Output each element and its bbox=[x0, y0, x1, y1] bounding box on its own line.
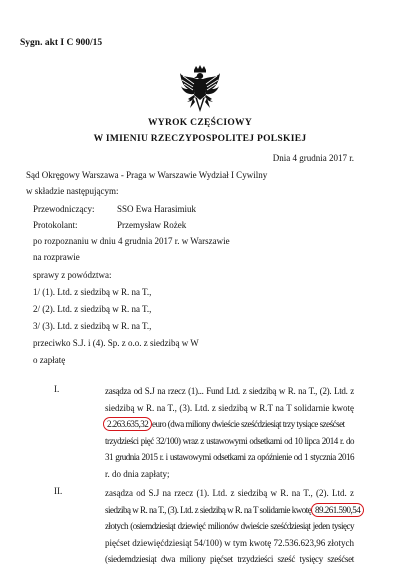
party-line: 3/ (3). Ltd. z siedzibą w R. na T., bbox=[33, 321, 152, 331]
clerk-label: Protokolant: bbox=[33, 220, 78, 230]
claim-line: sprawy z powództwa: bbox=[33, 270, 112, 280]
polish-eagle-emblem-icon bbox=[179, 64, 221, 114]
subject-line: o zapłatę bbox=[33, 355, 66, 365]
document-date: Dnia 4 grudnia 2017 r. bbox=[272, 153, 354, 163]
highlighted-amount: 89.261.590,54 bbox=[311, 503, 364, 517]
party-line: 1/ (1). Ltd. z siedzibą w R. na T., bbox=[33, 287, 152, 297]
ruling-line: 31 grudnia 2015 r. i ustawowymi odsetkami za opóźnienie od 1 stycznia 2016 bbox=[105, 452, 354, 463]
highlighted-amount: 2.263.635,32 bbox=[103, 417, 152, 431]
party-line: przeciwko S.J. i (4). Sp. z o.o. z siedzibą w W bbox=[33, 338, 199, 348]
chair-value: SSO Ewa Harasimiuk bbox=[117, 204, 196, 214]
party-line: 2/ (2). Ltd. z siedzibą w R. na T., bbox=[33, 304, 152, 314]
composition-label: w składzie następującym: bbox=[26, 186, 119, 196]
ruling-line: zasądza od S.J na rzecz (1)... Fund Ltd. z siedzibą w R. na T., (2). Ltd. z bbox=[105, 386, 354, 396]
amount-prefix-text: siedzibą w R. na T., (3). Ltd. z siedzibą w R. na T solidarnie kwotę bbox=[105, 504, 314, 515]
ruling-line: siedzibą w R. na T., (3). Ltd. z siedzibą w R.T na T solidarnie kwotę bbox=[105, 402, 354, 413]
amount-currency-text: euro (dwa miliony dwieście sześćdziesiąt trzy tysiące sześćset bbox=[150, 419, 345, 430]
hearing-line: po rozpoznaniu w dniu 4 grudnia 2017 r. w Warszawie bbox=[33, 236, 230, 246]
ruling-line: trzydzieści pięć 32/100) wraz z ustawowymi odsetkami od 10 lipca 2014 r. do bbox=[105, 435, 354, 446]
ruling-line: złotych (osiemdziesiąt dziewięć milionów dwieście sześćdziesiąt jeden tysięcy bbox=[105, 521, 354, 532]
session-line: na rozprawie bbox=[33, 252, 80, 262]
ruling-text bbox=[105, 485, 361, 568]
ruling-line: pięćset dziewięćdziesiąt 54/100) w tym kwotę 72.536.623,96 złotych bbox=[105, 537, 354, 548]
document-subtitle: W IMIENIU RZECZYPOSPOLITEJ POLSKIEJ bbox=[93, 134, 307, 144]
document-title: WYROK CZĘŚCIOWY bbox=[148, 118, 252, 128]
ruling-line: zasądza od S.J na rzecz (1). Ltd. z siedzibą w R. na T., (2). Ltd. z bbox=[105, 488, 354, 498]
case-number: Sygn. akt I C 900/15 bbox=[20, 38, 103, 48]
ruling-number: I. bbox=[54, 384, 60, 394]
court-name: Sąd Okręgowy Warszawa - Praga w Warszawie Wydział I Cywilny bbox=[26, 170, 268, 180]
ruling-line: (siedemdziesiąt dwa miliony pięćset trzydzieści sześć tysięcy sześćset bbox=[105, 554, 354, 565]
ruling-line bbox=[105, 416, 354, 433]
clerk-value: Przemysław Rożek bbox=[117, 220, 187, 230]
chair-label: Przewodniczący: bbox=[33, 204, 95, 214]
ruling-text bbox=[105, 383, 354, 483]
ruling-line bbox=[105, 502, 361, 519]
ruling-number: II. bbox=[54, 486, 63, 496]
ruling-line: r. do dnia zapłaty; bbox=[105, 468, 170, 479]
